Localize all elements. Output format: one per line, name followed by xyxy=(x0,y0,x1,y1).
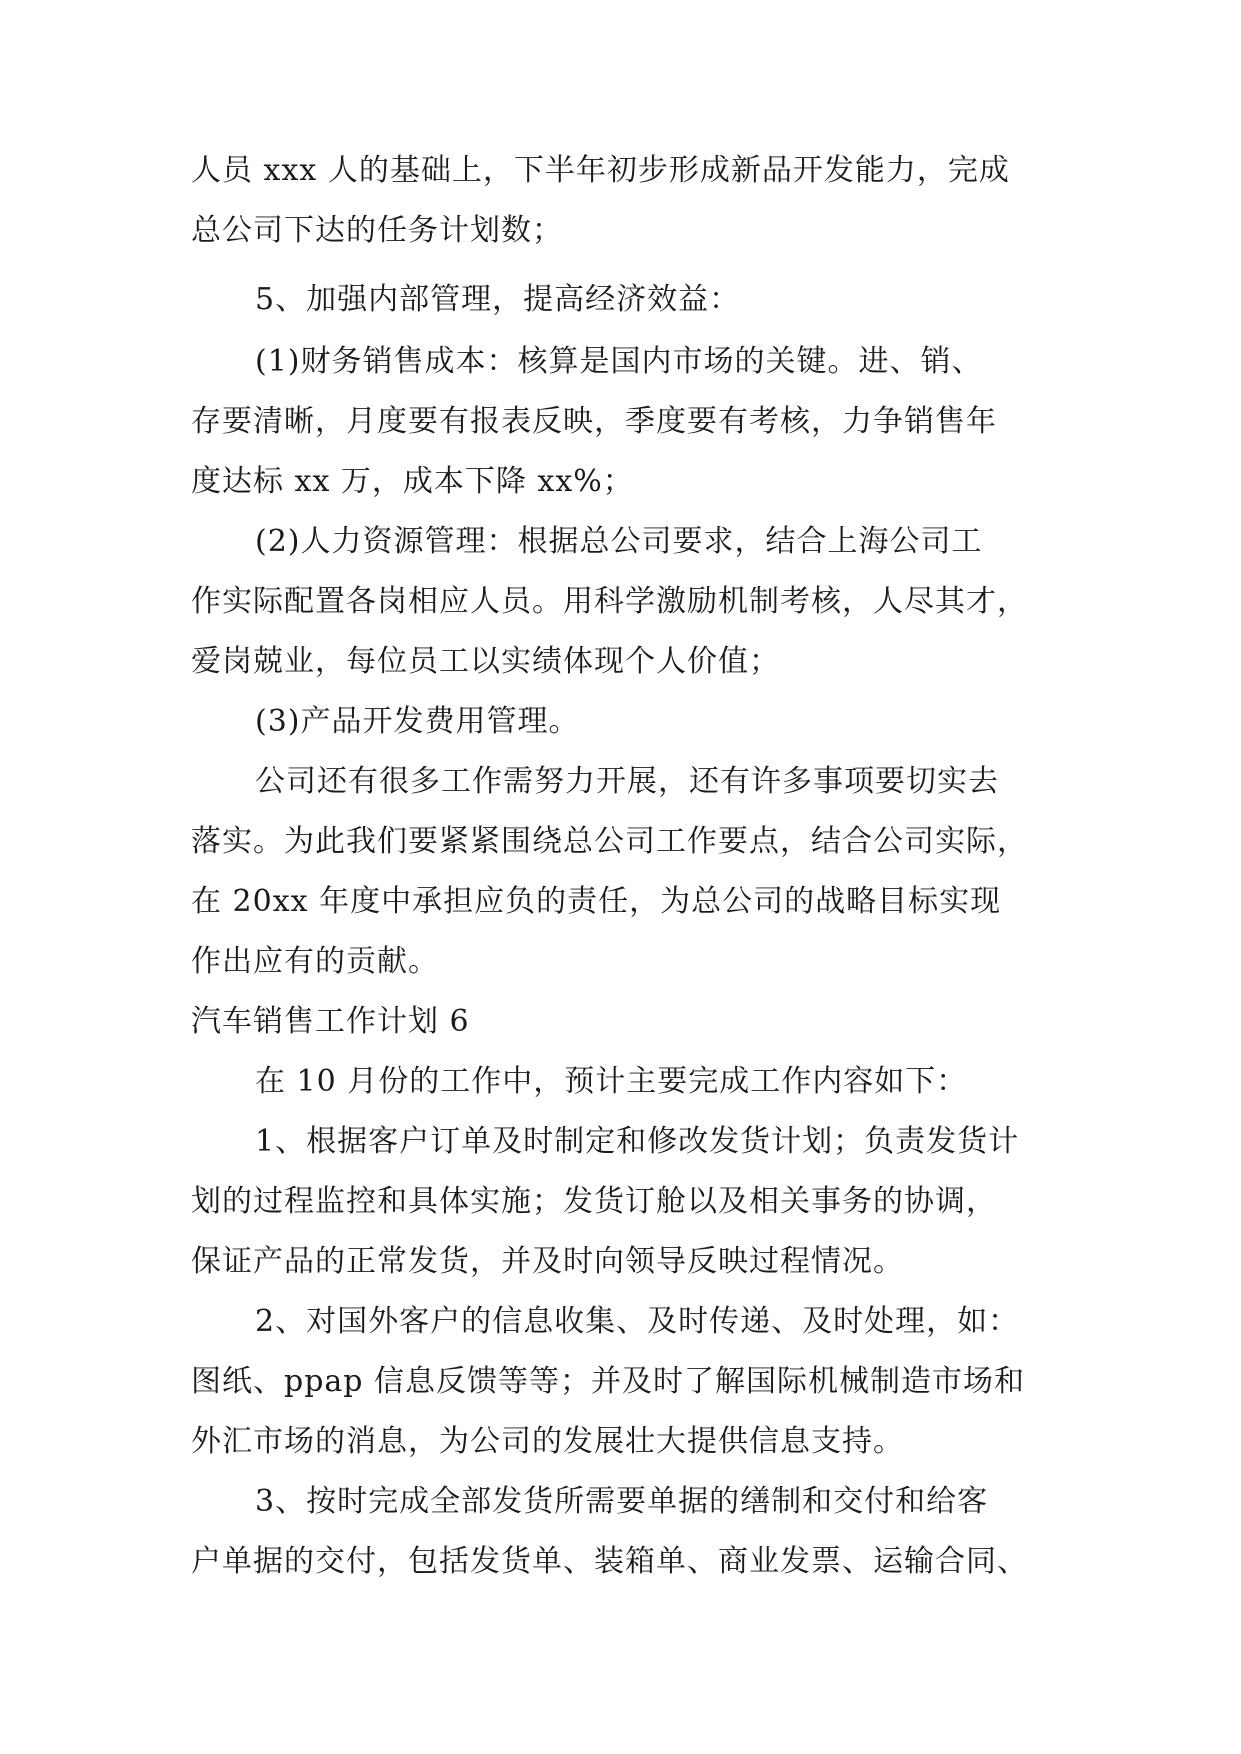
text-line: 1、根据客户订单及时制定和修改发货计划；负责发货计 xyxy=(255,1124,1020,1159)
text-line: 划的过程监控和具体实施；发货订舱以及相关事务的协调， xyxy=(191,1184,997,1219)
text-line: 作实际配置各岗相应人员。用科学激励机制考核，人尽其才， xyxy=(191,584,1028,619)
text-line: 落实。为此我们要紧紧围绕总公司工作要点，结合公司实际， xyxy=(191,824,1028,859)
text-line: 公司还有很多工作需努力开展，还有许多事项要切实去 xyxy=(255,764,999,799)
text-line: 2、对国外客户的信息收集、及时传递、及时处理，如： xyxy=(255,1304,1020,1339)
text-line: 作出应有的贡献。 xyxy=(191,944,439,979)
text-line: 人员 xxx 人的基础上，下半年初步形成新品开发能力，完成 xyxy=(191,153,1010,188)
text-line: 3、按时完成全部发货所需要单据的缮制和交付和给客 xyxy=(255,1484,989,1519)
section-heading: 汽车销售工作计划 6 xyxy=(191,1004,470,1039)
text-line: (3)产品开发费用管理。 xyxy=(255,704,580,739)
text-line: 图纸、ppap 信息反馈等等；并及时了解国际机械制造市场和 xyxy=(191,1364,1026,1399)
text-line: 总公司下达的任务计划数； xyxy=(191,213,563,248)
text-line: 存要清晰，月度要有报表反映，季度要有考核，力争销售年 xyxy=(191,404,997,439)
text-line: 在 10 月份的工作中，预计主要完成工作内容如下： xyxy=(255,1064,968,1099)
text-line: 爱岗兢业，每位员工以实绩体现个人价值； xyxy=(191,644,780,679)
text-line: 在 20xx 年度中承担应负的责任，为总公司的战略目标实现 xyxy=(191,884,1002,919)
text-line: 户单据的交付，包括发货单、装箱单、商业发票、运输合同、 xyxy=(191,1544,1028,1579)
text-line: 保证产品的正常发货，并及时向领导反映过程情况。 xyxy=(191,1244,904,1279)
text-line: (1)财务销售成本：核算是国内市场的关键。进、销、 xyxy=(255,344,983,379)
text-line: 外汇市场的消息，为公司的发展壮大提供信息支持。 xyxy=(191,1424,904,1459)
text-line: 度达标 xx 万，成本下降 xx%； xyxy=(191,464,634,499)
text-line: 5、加强内部管理，提高经济效益： xyxy=(255,282,741,317)
text-line: (2)人力资源管理：根据总公司要求，结合上海公司工 xyxy=(255,524,983,559)
